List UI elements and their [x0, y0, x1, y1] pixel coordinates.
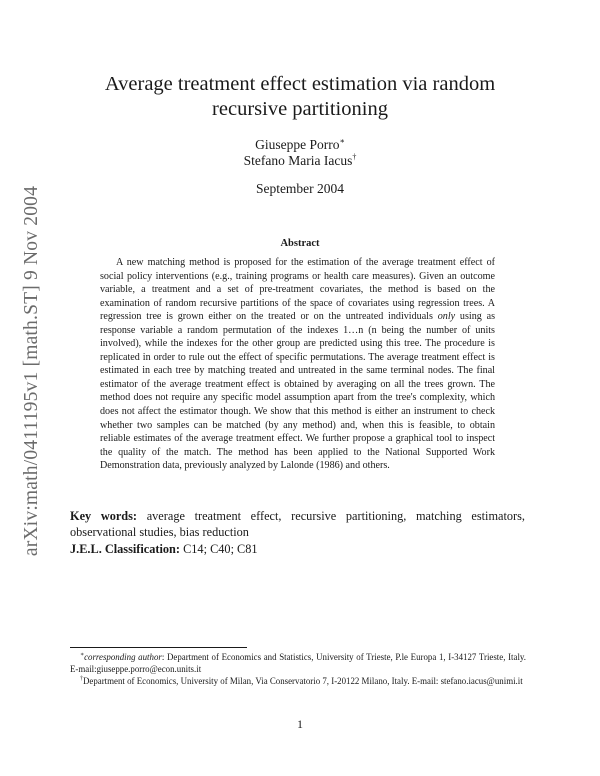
keywords [70, 508, 525, 540]
jel-label: J.E.L. Classification: [70, 542, 180, 556]
author-1-name: Giuseppe Porro [255, 137, 340, 152]
footnote-2-text: Department of Economics, University of Milan, Via Conservatorio 7, I-20122 Milano, Italy. E-mail: stefano.iacus@unimi.it [83, 676, 523, 686]
footnote-1 [70, 651, 526, 675]
footnote-2-mark: † [80, 676, 83, 683]
arxiv-sidebar-stamp [18, 176, 46, 566]
abstract-body [100, 256, 495, 473]
keywords-text: average treatment effect, recursive partitioning, matching estimators, observational studies, bias reduction [70, 509, 526, 539]
author-2-mark: † [352, 152, 357, 162]
jel-codes: C14; C40; C81 [183, 542, 258, 556]
abstract-heading: Abstract [280, 238, 320, 249]
author-2 [0, 153, 600, 169]
jel-classification [70, 541, 525, 557]
footnote-2 [70, 675, 526, 687]
paper-date: September 2004 [255, 181, 345, 196]
footnote-1-text: : Department of Economics and Statistics, University of Trieste, P.le Europa 1, I-34127 Trieste, Italy. E-mail:giuseppe.porro@econ.units.it [70, 652, 526, 674]
abstract-italic-word: only [437, 311, 456, 323]
keywords-label: Key words: [70, 509, 138, 523]
abstract-text-1: A new matching method is proposed for the estimation of the average treatment effect of social policy interventions (e.g., training programs or health care measures). Given an outcome variable, a treatment and a set of pre-treatment covariates, the method is based on the examination of random recursive partitions of the space of covariates using regression trees. A regression tree is grown either on the treated or on the untreated individuals [100, 257, 495, 323]
author-1-mark: ∗ [339, 136, 345, 146]
abstract-text-2: using as response variable a random permutation of the indexes 1…n (n being the number of units involved), while the indexes for the other group are predicted using this tree. The procedure is replicated in order to rule out the effect of specific permutations. The average treatment effect is estimated in each tree by matching treated and untreated in the same terminal nodes. The final estimator of the average treatment effect is obtained by averaging on all the trees grown. The method does not require any specific model assumption apart from the tree's complexity, which does not affect the estimator though. We show that this method is either an instrument to check whether two samples can be matched (by any method) and, when this is feasible, to obtain reliable estimates of the average treatment effect. We further propose a graphical tool to inspect the quality of the match. The method has been applied to the National Supported Work Demonstration data, previously analyzed by Lalonde (1986) and others. [100, 311, 496, 472]
footnote-1-mark: ∗ [80, 652, 85, 659]
author-1 [0, 137, 600, 153]
author-2-name: Stefano Maria Iacus [243, 153, 353, 168]
footnote-rule [70, 647, 247, 648]
footnote-1-italic: corresponding author [84, 652, 162, 662]
page-number: 1 [297, 717, 303, 731]
paper-title: Average treatment effect estimation via random recursive partitioning [104, 73, 496, 120]
arxiv-identifier: arXiv:math/0411195v1 [math.ST] 9 Nov 2004 [21, 185, 43, 557]
